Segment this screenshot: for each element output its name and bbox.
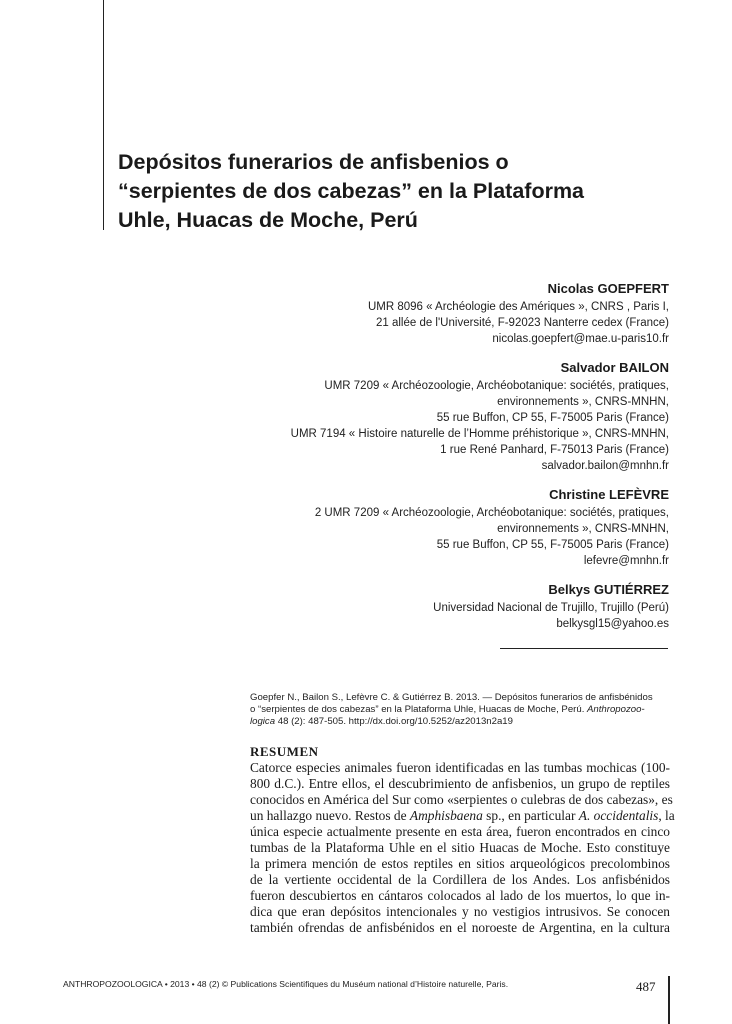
author-lefevre <box>109 486 669 569</box>
affiliation-line: 55 rue Buffon, CP 55, F-75005 Paris (France) <box>436 412 669 424</box>
affiliation-line: 1 rue René Panhard, F-75013 Paris (France) <box>440 444 669 456</box>
author-name: Salvador BAILON <box>560 360 669 375</box>
affiliation-line: 21 allée de l'Université, F-92023 Nanterre cedex (France) <box>375 317 669 329</box>
abstract-line <box>250 760 670 776</box>
citation-doi[interactable]: 48 (2): 487-505. http://dx.doi.org/10.5252/az2013n2a19 <box>275 716 513 727</box>
author-email[interactable]: belkysgl15@yahoo.es <box>556 618 669 630</box>
citation-block <box>250 692 670 728</box>
abstract-line <box>250 792 673 808</box>
journal-name: logica <box>250 716 276 727</box>
abstract-line <box>250 856 670 872</box>
footer-journal-info: ANTHROPOZOOLOGICA • 2013 • 48 (2) © Publications Scientifiques du Muséum national d’Histoire naturelle, Paris. <box>63 979 509 989</box>
abstract-text: un hallazgo nuevo. Restos de <box>250 808 410 823</box>
abstract-text: Catorce especies animales fueron identificadas en las tumbas mochicas (100- <box>250 760 670 775</box>
abstract-text: conocidos en América del Sur como «serpientes o culebras de dos cabezas», es <box>250 792 673 807</box>
abstract-text: 800 d.C.). Entre ellos, el descubrimiento de anfisbenios, un grupo de reptiles <box>250 776 670 791</box>
author-bailon <box>109 359 669 474</box>
page-number: 487 <box>636 979 656 994</box>
abstract-line <box>250 888 670 904</box>
citation-line <box>250 704 670 716</box>
abstract-text: , la <box>658 808 675 823</box>
affiliation-line: Universidad Nacional de Trujillo, Trujillo (Perú) <box>433 602 669 614</box>
citation-text: o “serpientes de dos cabezas” en la Plataforma Uhle, Huacas de Moche, Perú. <box>250 704 588 715</box>
abstract-text: dica que eran depósitos intencionales y no vestigios intrusivos. Se conocen <box>250 904 670 919</box>
abstract-text: tumbas de la Plataforma Uhle en el sitio Huacas de Moche. Esto constituye <box>250 840 670 855</box>
citation-line <box>250 716 670 728</box>
abstract-line <box>250 920 670 936</box>
author-email[interactable]: lefevre@mnhn.fr <box>583 555 669 567</box>
affiliation-line: 2 UMR 7209 « Archéozoologie, Archéobotanique: sociétés, pratiques, <box>314 507 669 519</box>
abstract-text: también ofrendas de anfisbénidos en el noroeste de Argentina, en la cultura <box>250 920 670 935</box>
author-gutierrez <box>109 581 669 632</box>
title-line: Uhle, Huacas de Moche, Perú <box>118 208 418 232</box>
citation-line: Goepfer N., Bailon S., Lefèvre C. & Gutiérrez B. 2013. — Depósitos funerarios de anfisbénidos <box>250 692 653 703</box>
footer-rule-vertical <box>668 976 670 1024</box>
author-block <box>109 280 669 644</box>
abstract-section <box>250 744 675 936</box>
affiliation-line: UMR 8096 « Archéologie des Amériques », CNRS , Paris I, <box>367 301 669 313</box>
abstract-line <box>250 808 675 824</box>
affiliation-line: environnements », CNRS-MNHN, <box>497 523 669 535</box>
separator-rule <box>500 648 668 649</box>
affiliation-line: 55 rue Buffon, CP 55, F-75005 Paris (France) <box>436 539 669 551</box>
abstract-text: sp., en particular <box>482 808 579 823</box>
abstract-body <box>250 760 675 936</box>
title-line: Depósitos funerarios de anfisbenios o <box>118 150 509 174</box>
abstract-heading: RESUMEN <box>250 744 319 759</box>
abstract-text: fueron descubiertos en cántaros colocados al lado de los muertos, lo que in- <box>250 888 670 903</box>
abstract-line <box>250 904 670 920</box>
author-goepfert <box>109 280 669 347</box>
abstract-line <box>250 824 670 840</box>
affiliation-line: UMR 7209 « Archéozoologie, Archéobotanique: sociétés, pratiques, <box>324 380 669 392</box>
author-name: Belkys GUTIÉRREZ <box>548 582 669 597</box>
author-email[interactable]: salvador.bailon@mnhn.fr <box>541 460 669 472</box>
abstract-line <box>250 776 670 792</box>
abstract-text: de la vertiente occidental de la Cordillera de los Andes. Los anfisbénidos <box>250 872 670 887</box>
title-line: “serpientes de dos cabezas” en la Plataforma <box>118 179 585 203</box>
author-email[interactable]: nicolas.goepfert@mae.u-paris10.fr <box>492 333 669 345</box>
article-title <box>118 148 678 235</box>
journal-name: Anthropozoo- <box>587 704 645 715</box>
taxon-name: A. occidentalis <box>578 808 659 823</box>
author-name: Nicolas GOEPFERT <box>547 281 669 296</box>
abstract-line <box>250 872 670 888</box>
abstract-text: la primera mención de estos reptiles en sitios arqueológicos precolombinos <box>250 856 670 871</box>
taxon-name: Amphisbaena <box>409 808 483 823</box>
abstract-line <box>250 840 670 856</box>
affiliation-line: environnements », CNRS-MNHN, <box>497 396 669 408</box>
author-name: Christine LEFÈVRE <box>549 487 669 502</box>
affiliation-line: UMR 7194 « Histoire naturelle de l’Homme préhistorique », CNRS-MNHN, <box>290 428 669 440</box>
abstract-text: única especie actualmente presente en esta área, fueron encontrados en cinco <box>250 824 670 839</box>
header-rule-vertical <box>103 0 104 230</box>
